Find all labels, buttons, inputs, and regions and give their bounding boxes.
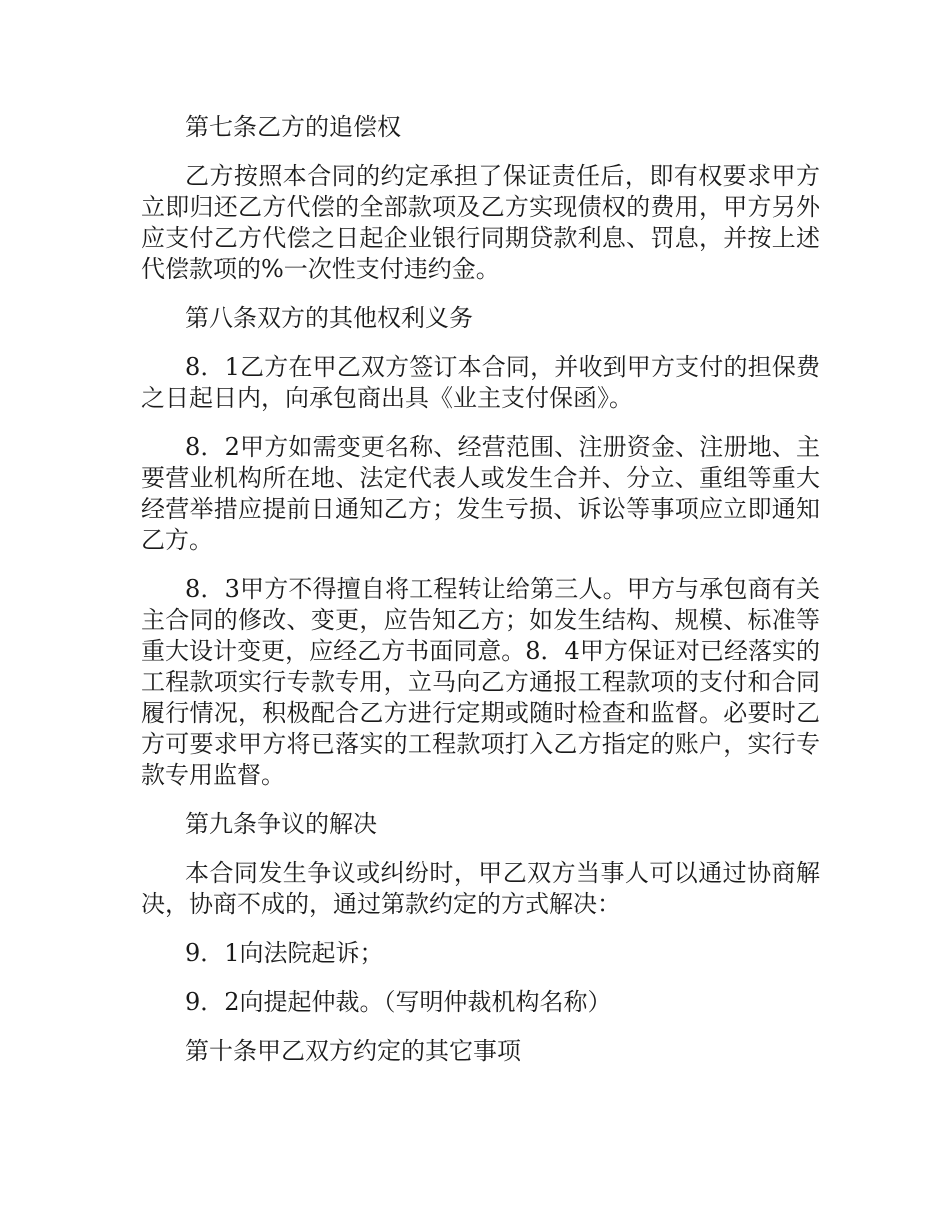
clause-9-2: 9．2向提起仲裁。（写明仲裁机构名称）: [185, 988, 612, 1016]
article-9-heading: 第九条争议的解决: [185, 810, 377, 838]
article-7-clause: 乙方按照本合同的约定承担了保证责任后，即有权要求甲方立即归还乙方代偿的全部款项及乙方实现债权的费用，甲方另外应支付乙方代偿之日起企业银行同期贷款利息、罚息，并按上述代偿款项的%一次性支付违约金。: [141, 162, 820, 283]
article-8-heading: 第八条双方的其他权利义务: [185, 304, 473, 332]
clause-8-2: 8．2甲方如需变更名称、经营范围、注册资金、注册地、主要营业机构所在地、法定代表人或发生合并、分立、重组等重大经营举措应提前日通知乙方；发生亏损、诉讼等事项应立即通知乙方。: [141, 433, 820, 554]
clause-8-3-8-4: 8．3甲方不得擅自将工程转让给第三人。甲方与承包商有关主合同的修改、变更，应告知乙方；如发生结构、规模、标准等重大设计变更，应经乙方书面同意。8．4甲方保证对已经落实的工程款项实行专款专用，立马向乙方通报工程款项的支付和合同履行情况，积极配合乙方进行定期或随时检查和监督。必要时乙方可要求甲方将已落实的工程款项打入乙方指定的账户，实行专款专用监督。: [141, 575, 820, 789]
document-body: [141, 112, 820, 1067]
article-7-heading: 第七条乙方的追偿权: [185, 113, 401, 141]
clause-9-1: 9．1向法院起诉；: [185, 939, 384, 967]
article-10-heading: 第十条甲乙双方约定的其它事项: [185, 1037, 521, 1065]
article-9-clause: 本合同发生争议或纠纷时，甲乙双方当事人可以通过协商解决，协商不成的，通过第款约定的方式解决：: [141, 859, 820, 918]
clause-8-1: 8．1乙方在甲乙双方签订本合同，并收到甲方支付的担保费之日起日内，向承包商出具《业主支付保函》。: [141, 353, 820, 412]
